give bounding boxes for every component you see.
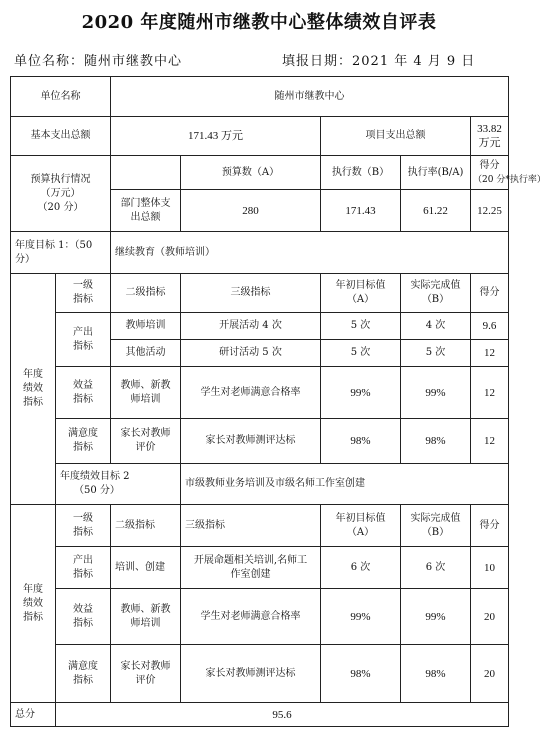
satisfaction-category xyxy=(56,419,111,464)
unit-name-value: 随州市继教中心 xyxy=(111,77,509,117)
level2-cell: 培训、创建 xyxy=(111,547,181,589)
table-row xyxy=(11,367,509,419)
level2-cell: 其他活动 xyxy=(111,340,181,367)
budget-label-line3: （20 分） xyxy=(37,201,84,213)
budget-item xyxy=(111,190,181,232)
level3-cell: 家长对教师测评达标 xyxy=(181,645,321,703)
budget-col-score xyxy=(471,156,546,190)
project-expense-value: 33.82 万元 xyxy=(471,117,509,156)
goal1-header-row xyxy=(11,274,509,313)
score-cell: 10 xyxy=(471,547,509,589)
goal2-row xyxy=(11,464,509,505)
output-category xyxy=(56,313,111,367)
project-expense-label: 项目支出总额 xyxy=(321,117,471,156)
level2-line2: 评价 xyxy=(135,442,156,453)
perf-line2: 绩效 xyxy=(23,597,43,609)
level2-cell xyxy=(111,645,181,703)
table-row xyxy=(11,547,509,589)
actual-line2: （B） xyxy=(421,294,450,305)
level2-cell xyxy=(111,367,181,419)
target-cell: 99% xyxy=(321,589,401,645)
budget-header-row xyxy=(11,156,509,190)
perf-label-2 xyxy=(11,505,56,703)
satisfaction-category xyxy=(56,645,111,703)
actual-header xyxy=(401,274,471,313)
actual-cell: 5 次 xyxy=(401,340,471,367)
budget-col-rate: 执行率(B/A) xyxy=(401,156,471,190)
total-row xyxy=(11,703,509,727)
output-line1: 产出 xyxy=(73,326,93,338)
date-info xyxy=(282,50,475,69)
benefit-line2: 指标 xyxy=(73,393,93,405)
perf-line1: 年度 xyxy=(23,369,43,380)
budget-col-exec: 执行数（B） xyxy=(321,156,401,190)
target-cell: 5 次 xyxy=(321,340,401,367)
level2-cell: 教师培训 xyxy=(111,313,181,340)
output-line2: 指标 xyxy=(73,568,93,580)
level3-cell: 学生对老师满意合格率 xyxy=(181,589,321,645)
level2-line1: 教师、新教 xyxy=(120,379,171,391)
benefit-line1: 效益 xyxy=(73,379,93,391)
unit-info xyxy=(14,50,182,69)
total-label: 总分 xyxy=(11,703,56,727)
target-cell: 6 次 xyxy=(321,547,401,589)
level3-cell xyxy=(181,547,321,589)
date-label: 填报日期： xyxy=(282,54,353,69)
level2-line2: 师培训 xyxy=(130,393,161,405)
level3-line2: 作室创建 xyxy=(230,568,271,580)
level1-line1: 一级 xyxy=(73,280,93,291)
actual-line1: 实际完成值 xyxy=(410,280,461,291)
target-cell: 99% xyxy=(321,367,401,419)
score-cell: 12 xyxy=(471,419,509,464)
goal2-text: 市级教师业务培训及市级名师工作室创建 xyxy=(181,464,509,505)
goal2-label-line2: （50 分） xyxy=(74,485,120,496)
level1-line2: 指标 xyxy=(73,294,93,305)
benefit-category xyxy=(56,367,111,419)
date-value: 2021 年 4 月 9 日 xyxy=(352,54,476,69)
output-line1: 产出 xyxy=(73,554,93,566)
goal1-row xyxy=(11,232,509,274)
budget-score-line2: （20 分*执行率） xyxy=(473,174,546,185)
goal1-label-line1: 年度目标 1：（50 xyxy=(15,239,93,251)
actual-cell: 98% xyxy=(401,419,471,464)
benefit-line1: 效益 xyxy=(73,603,93,615)
target-line1: 年初目标值 xyxy=(335,280,386,291)
level3-line1: 开展命题相关培训,名师工 xyxy=(193,554,308,566)
actual-cell: 99% xyxy=(401,589,471,645)
unit-name-label: 单位名称 xyxy=(11,77,111,117)
basic-expense-value: 171.43 万元 xyxy=(111,117,321,156)
page-title: 2020 年度随州市继教中心整体绩效自评表 xyxy=(81,12,437,33)
rate-value: 61.22 xyxy=(401,190,471,232)
score-cell: 9.6 xyxy=(471,313,509,340)
satisfaction-line2: 指标 xyxy=(73,442,93,453)
table-row xyxy=(11,589,509,645)
score-cell: 20 xyxy=(471,645,509,703)
level2-header: 二级指标 xyxy=(111,274,181,313)
target-line2: （A） xyxy=(346,526,375,538)
level2-line1: 教师、新教 xyxy=(120,603,171,615)
target-cell: 98% xyxy=(321,419,401,464)
evaluation-table xyxy=(10,76,546,727)
actual-line1: 实际完成值 xyxy=(410,512,461,524)
budget-score-line1: 得分 xyxy=(479,159,500,171)
budget-col-budget: 预算数（A） xyxy=(181,156,321,190)
actual-cell: 98% xyxy=(401,645,471,703)
level3-cell: 家长对教师测评达标 xyxy=(181,419,321,464)
level1-line2: 指标 xyxy=(73,526,93,538)
budget-label-line1: 预算执行情况 xyxy=(30,173,91,185)
benefit-category xyxy=(56,589,111,645)
level3-header: 三级指标 xyxy=(181,505,321,547)
perf-line2: 绩效 xyxy=(23,383,43,394)
perf-line1: 年度 xyxy=(23,583,43,595)
actual-cell: 99% xyxy=(401,367,471,419)
output-category xyxy=(56,547,111,589)
exec-value: 171.43 xyxy=(321,190,401,232)
level3-cell: 开展活动 4 次 xyxy=(181,313,321,340)
budget-value: 280 xyxy=(181,190,321,232)
level3-cell: 研讨活动 5 次 xyxy=(181,340,321,367)
basic-expense-label: 基本支出总额 xyxy=(11,117,111,156)
table-row xyxy=(11,313,509,340)
score-header: 得分 xyxy=(471,505,509,547)
basic-expense-row xyxy=(11,117,509,156)
goal1-label-line2: 分） xyxy=(15,253,35,265)
target-line2: （A） xyxy=(346,294,375,305)
total-value: 95.6 xyxy=(56,703,509,727)
score-header: 得分 xyxy=(471,274,509,313)
unit-row xyxy=(11,77,509,117)
level1-line1: 一级 xyxy=(73,512,93,524)
level2-line1: 家长对教师 xyxy=(120,428,171,439)
perf-line3: 指标 xyxy=(23,397,43,408)
budget-col-blank xyxy=(111,156,181,190)
target-header xyxy=(321,274,401,313)
satisfaction-line1: 满意度 xyxy=(68,428,98,439)
level3-cell: 学生对老师满意合格率 xyxy=(181,367,321,419)
budget-item-line2: 出总额 xyxy=(130,211,161,223)
score-cell: 12 xyxy=(471,367,509,419)
output-line2: 指标 xyxy=(73,340,93,352)
level2-cell xyxy=(111,419,181,464)
actual-cell: 6 次 xyxy=(401,547,471,589)
table-row xyxy=(11,645,509,703)
level2-header: 二级指标 xyxy=(111,505,181,547)
unit-label: 单位名称： xyxy=(14,54,85,69)
goal1-text: 继续教育（教师培训） xyxy=(111,232,509,274)
level2-cell xyxy=(111,589,181,645)
satisfaction-line2: 指标 xyxy=(73,674,93,686)
target-header xyxy=(321,505,401,547)
actual-line2: （B） xyxy=(421,526,450,538)
budget-label-line2: （万元） xyxy=(40,187,81,199)
score-value: 12.25 xyxy=(471,190,509,232)
target-line1: 年初目标值 xyxy=(335,512,386,524)
unit-value: 随州市继教中心 xyxy=(84,54,183,69)
budget-item-line1: 部门整体支 xyxy=(120,197,171,209)
table-row xyxy=(11,419,509,464)
budget-label xyxy=(11,156,111,232)
actual-header xyxy=(401,505,471,547)
perf-label-1 xyxy=(11,274,56,505)
goal2-label-line1: 年度绩效目标 2 xyxy=(60,471,130,482)
score-cell: 20 xyxy=(471,589,509,645)
level3-header: 三级指标 xyxy=(181,274,321,313)
goal1-label xyxy=(11,232,111,274)
score-cell: 12 xyxy=(471,340,509,367)
level2-line2: 师培训 xyxy=(130,617,161,629)
goal2-header-row xyxy=(11,505,509,547)
level2-line2: 评价 xyxy=(135,674,156,686)
level1-header xyxy=(56,274,111,313)
goal2-label xyxy=(56,464,181,505)
target-cell: 98% xyxy=(321,645,401,703)
level1-header xyxy=(56,505,111,547)
target-cell: 5 次 xyxy=(321,313,401,340)
level2-line1: 家长对教师 xyxy=(120,660,171,672)
satisfaction-line1: 满意度 xyxy=(68,660,98,672)
perf-line3: 指标 xyxy=(23,611,43,623)
actual-cell: 4 次 xyxy=(401,313,471,340)
benefit-line2: 指标 xyxy=(73,617,93,629)
